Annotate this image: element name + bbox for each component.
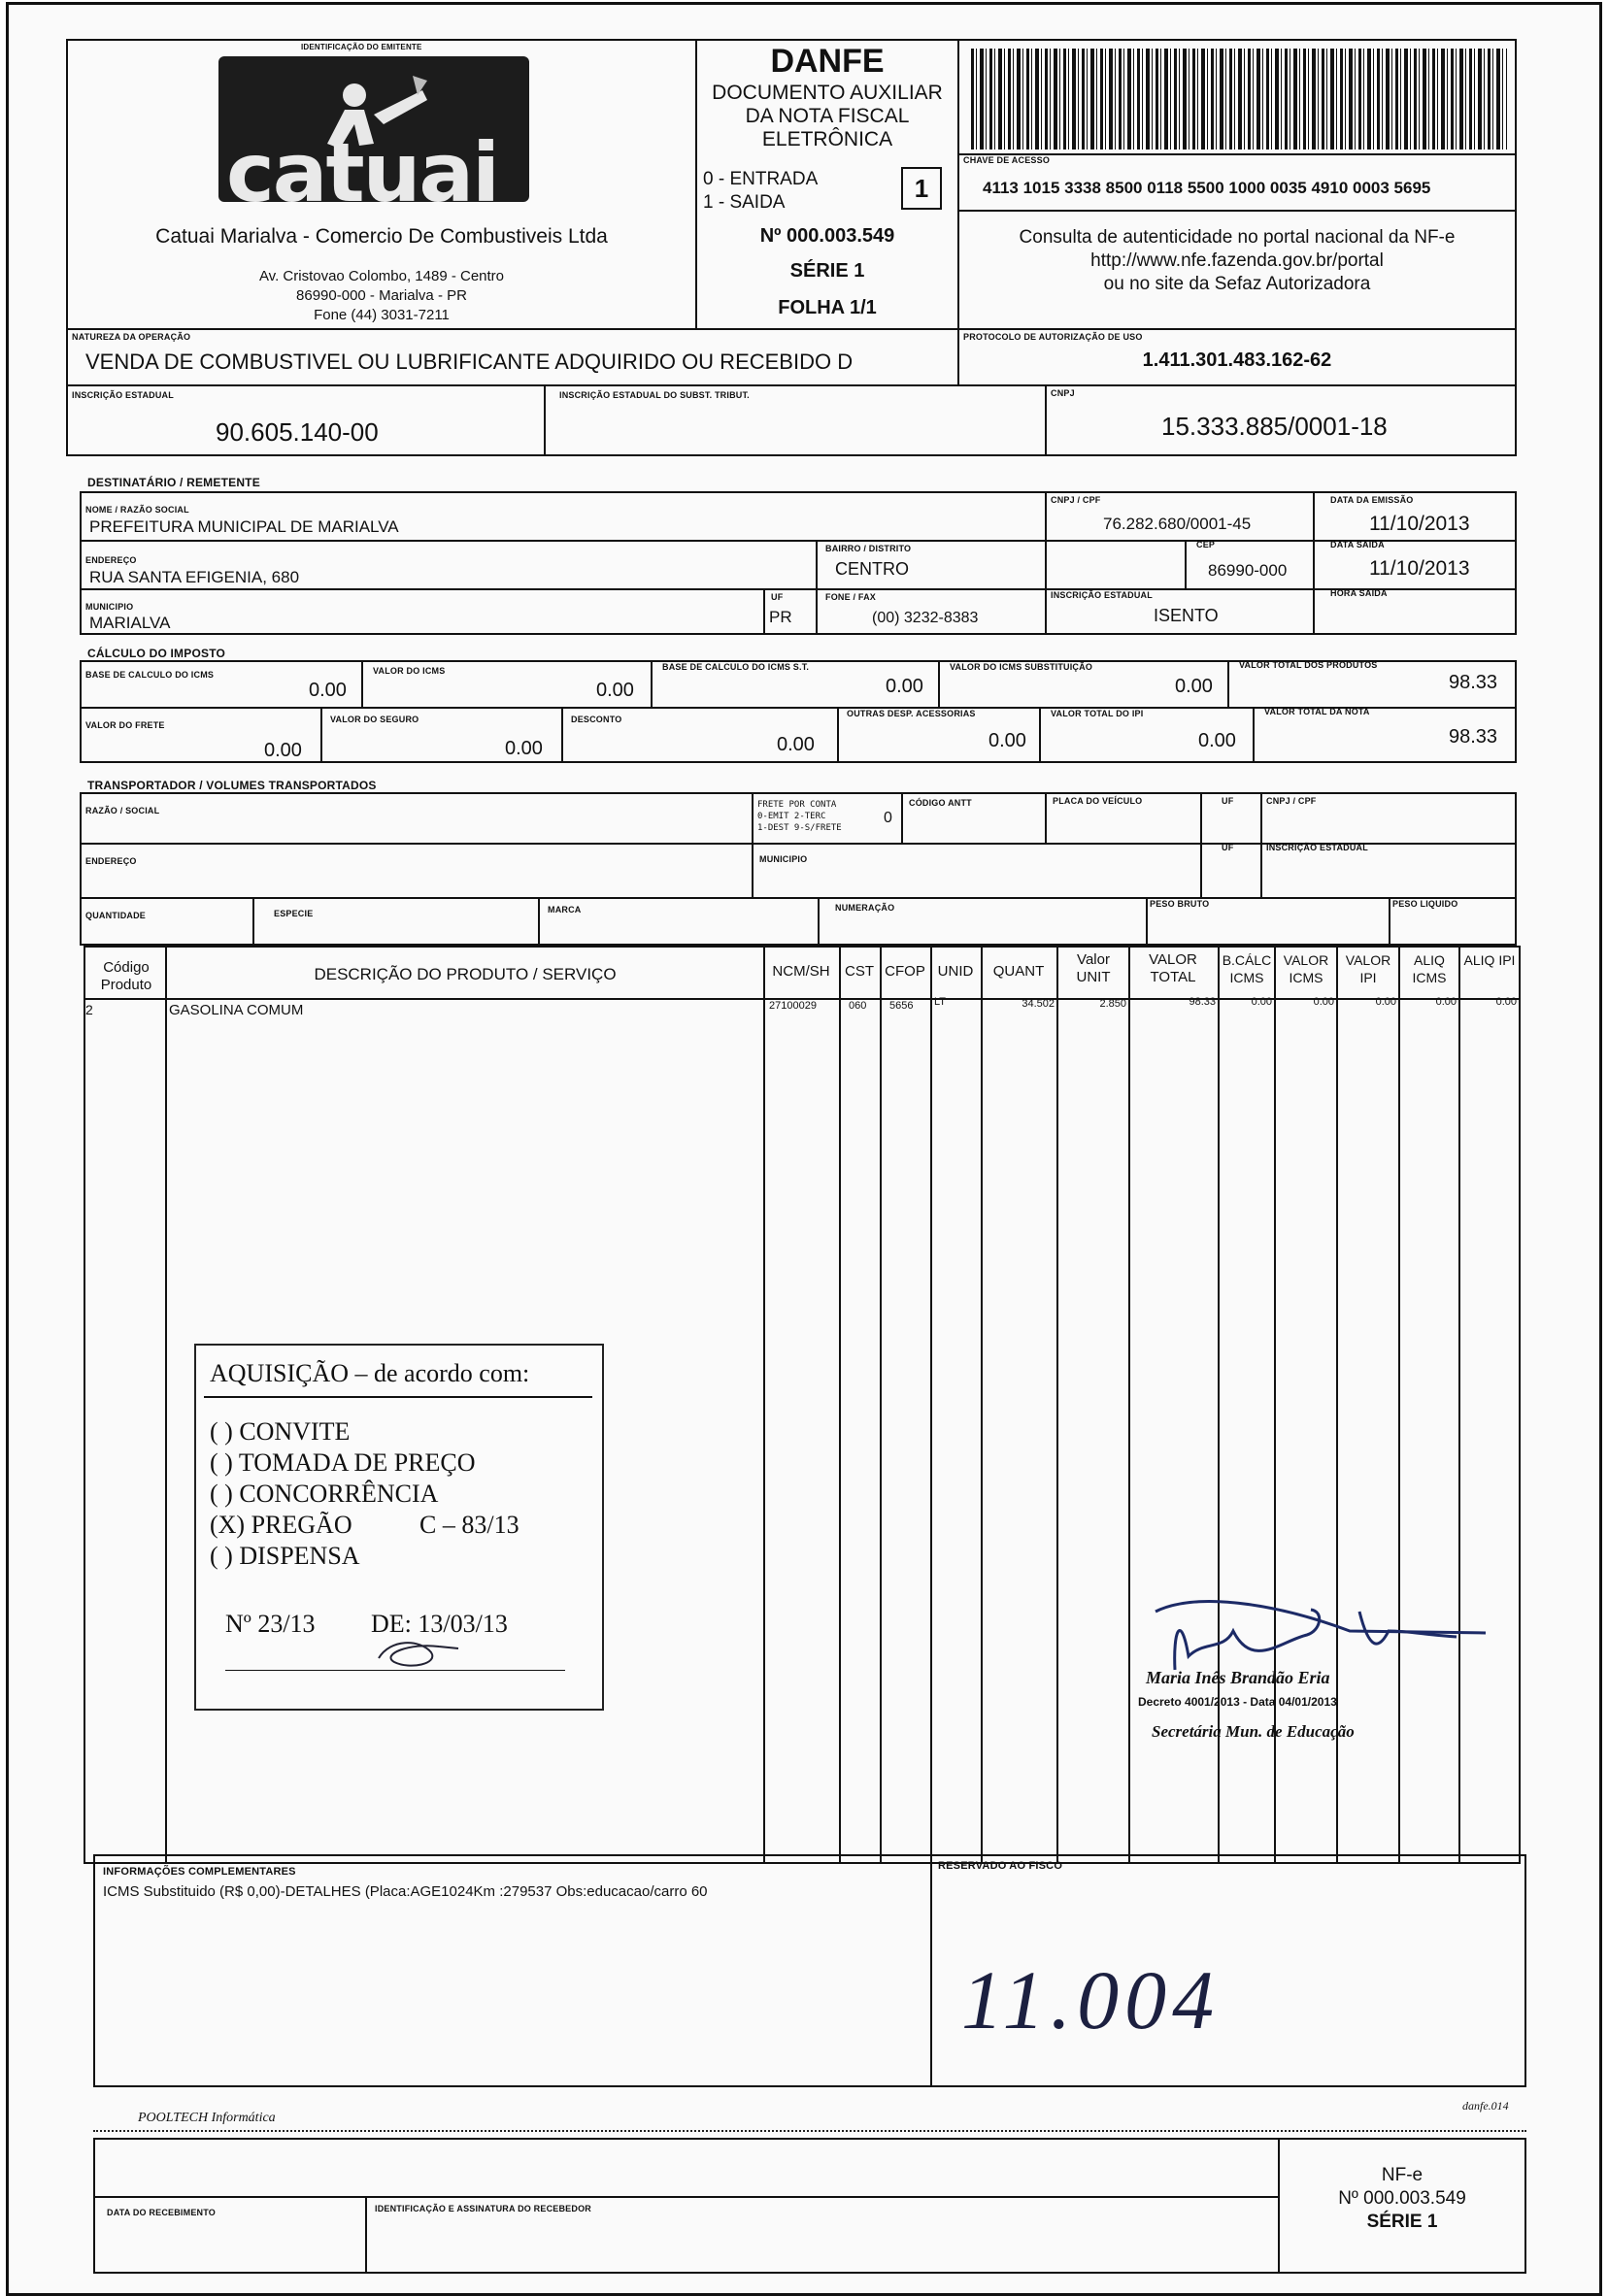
handwritten-signature (1117, 1573, 1505, 1680)
nfe-numero: Nº 000.003.549 (1338, 2188, 1466, 2209)
bairro-label: BAIRRO / DISTRITO (825, 544, 912, 553)
frete-conta-value: 0 (884, 810, 892, 826)
danfe-tipo-box: 1 (901, 167, 942, 210)
col-bcalc: B.CÁLC ICMS (1222, 952, 1272, 985)
valor-icms-value: 0.00 (596, 680, 634, 701)
recibo-box (93, 2138, 1280, 2274)
imposto-section: CÁLCULO DO IMPOSTO (87, 647, 226, 660)
row-vunit: 2.850 (1099, 998, 1126, 1010)
emitente-name: Catuai Marialva - Comercio De Combustiveis Ltda (155, 225, 608, 248)
danfe-numero: Nº 000.003.549 (759, 225, 895, 247)
sig-name: Maria Inês Brandão Eria (1146, 1668, 1330, 1687)
base-icms-label: BASE DE CALCULO DO ICMS (85, 670, 215, 680)
col-cst: CST (845, 963, 874, 980)
ie-label: INSCRIÇÃO ESTADUAL (72, 390, 174, 400)
transporte-section: TRANSPORTADOR / VOLUMES TRANSPORTADOS (87, 779, 377, 792)
emissao-label: DATA DA EMISSÃO (1330, 495, 1414, 505)
quantidade-label: QUANTIDADE (85, 911, 146, 920)
stamp-convite: ( ) CONVITE (210, 1417, 351, 1446)
danfe-saida: 1 - SAIDA (703, 192, 786, 213)
nfe-serie: SÉRIE 1 (1366, 2212, 1438, 2232)
stamp-data: DE: 13/03/13 (371, 1610, 508, 1638)
row-cst: 060 (849, 1000, 867, 1012)
protocolo-label: PROTOCOLO DE AUTORIZAÇÃO DE USO (963, 332, 1143, 342)
numeracao-label: NUMERAÇÃO (835, 903, 895, 913)
placa-label: PLACA DO VEÍCULO (1053, 796, 1143, 806)
cep-label: CEP (1196, 540, 1216, 549)
catuai-logo (218, 56, 529, 220)
cep-value: 86990-000 (1208, 561, 1288, 580)
ie-value: 90.605.140-00 (216, 417, 379, 447)
desconto-value: 0.00 (777, 734, 815, 755)
row-quant: 34.502 (1022, 998, 1055, 1010)
protocolo-value: 1.411.301.483.162-62 (1142, 349, 1332, 371)
peso-liquido-label: PESO LIQUIDO (1392, 899, 1458, 909)
valor-st-value: 0.00 (1175, 676, 1213, 697)
danfe-entrada: 0 - ENTRADA (703, 169, 819, 189)
row-unid: LT (934, 996, 947, 1008)
danfe-subtitle-2: DA NOTA FISCAL (745, 105, 910, 127)
row-cfop: 5656 (889, 1000, 914, 1012)
col-cfop: CFOP (885, 963, 925, 980)
col-quant: QUANT (992, 963, 1045, 980)
emissao-value: 11/10/2013 (1369, 513, 1470, 535)
row-aicms: 0.00 (1435, 996, 1457, 1008)
fisco-label: RESERVADO AO FISCO (938, 1860, 1063, 1872)
sig-decreto: Decreto 4001/2013 - Data 04/01/2013 (1138, 1695, 1337, 1709)
dest-ie-label: INSCRIÇÃO ESTADUAL (1051, 590, 1153, 600)
transp-endereco-label: ENDEREÇO (85, 856, 137, 866)
total-nota-label: VALOR TOTAL DA NOTA (1264, 707, 1370, 716)
stamp-tomada: ( ) TOMADA DE PREÇO (210, 1448, 476, 1477)
danfe-folha: FOLHA 1/1 (778, 297, 877, 318)
ipi-label: VALOR TOTAL DO IPI (1051, 709, 1144, 718)
municipio-label: MUNICIPIO (85, 602, 134, 612)
aquisicao-stamp (194, 1344, 604, 1711)
data-receb-label: DATA DO RECEBIMENTO (107, 2208, 216, 2217)
transp-ie-label: INSCRIÇÃO ESTADUAL (1266, 843, 1368, 852)
total-prod-label: VALOR TOTAL DOS PRODUTOS (1239, 660, 1378, 670)
total-nota-value: 98.33 (1449, 726, 1498, 748)
dest-cnpj-value: 76.282.680/0001-45 (1103, 515, 1252, 533)
frete-value: 0.00 (264, 740, 302, 761)
especie-label: ESPECIE (274, 909, 314, 918)
software-name: POOLTECH Informática (138, 2111, 276, 2125)
saida-value: 11/10/2013 (1369, 557, 1470, 580)
frete-conta-2: 0-EMIT 2-TERC (757, 812, 826, 821)
fone-label: FONE / FAX (825, 592, 877, 602)
consulta-1: Consulta de autenticidade no portal nacional da NF-e (1019, 227, 1456, 248)
peso-bruto-label: PESO BRUTO (1150, 899, 1210, 909)
endereco-value: RUA SANTA EFIGENIA, 680 (89, 568, 300, 586)
ident-label: IDENTIFICAÇÃO E ASSINATURA DO RECEBEDOR (375, 2204, 591, 2213)
dest-cnpj-label: CNPJ / CPF (1051, 495, 1101, 505)
chave-label: CHAVE DE ACESSO (963, 155, 1051, 165)
row-vipi: 0.00 (1375, 996, 1396, 1008)
info-label: INFORMAÇÕES COMPLEMENTARES (103, 1866, 296, 1878)
col-descricao: DESCRIÇÃO DO PRODUTO / SERVIÇO (314, 965, 617, 983)
cnpj-value: 15.333.885/0001-18 (1161, 412, 1388, 441)
form-code: danfe.014 (1462, 2099, 1509, 2113)
row-vtotal: 98.33 (1189, 996, 1216, 1008)
cnpj-label: CNPJ (1051, 388, 1075, 398)
handwritten-number: 11.004 (961, 1953, 1221, 2046)
fone-value: (00) 3232-8383 (872, 610, 979, 626)
valor-icms-label: VALOR DO ICMS (373, 666, 446, 676)
row-descricao: GASOLINA COMUM (169, 1002, 304, 1018)
frete-conta-3: 1-DEST 9-S/FRETE (757, 823, 842, 833)
emitente-city: 86990-000 - Marialva - PR (296, 287, 467, 304)
razao-label: RAZÃO / SOCIAL (85, 806, 160, 815)
col-aicms: ALIQ ICMS (1412, 952, 1447, 985)
consulta-3: ou no site da Sefaz Autorizadora (1103, 274, 1371, 294)
danfe-title: DANFE (770, 43, 885, 80)
outras-label: OUTRAS DESP. ACESSORIAS (847, 709, 976, 718)
col-aipi: ALIQ IPI (1463, 952, 1516, 968)
col-codigo: Código Produto (100, 959, 152, 993)
transp-cnpj-label: CNPJ / CPF (1266, 796, 1317, 806)
nome-label: NOME / RAZÃO SOCIAL (85, 505, 189, 515)
uf-label: UF (771, 592, 784, 602)
nome-value: PREFEITURA MUNICIPAL DE MARIALVA (89, 517, 399, 536)
transp-municipio-label: MUNICIPIO (759, 854, 808, 864)
row-codigo: 2 (85, 1002, 93, 1017)
chave-value: 4113 1015 3338 8500 0118 5500 1000 0035 4910 0003 5695 (983, 179, 1431, 197)
col-vtotal: VALOR TOTAL (1149, 951, 1197, 985)
initials-signature (371, 1633, 468, 1672)
municipio-value: MARIALVA (89, 614, 171, 632)
natureza-value: VENDA DE COMBUSTIVEL OU LUBRIFICANTE ADQUIRIDO OU RECEBIDO D (85, 349, 854, 374)
desconto-label: DESCONTO (571, 715, 622, 724)
frete-label: VALOR DO FRETE (85, 720, 165, 730)
saida-label: DATA SAIDA (1330, 540, 1385, 549)
emitente-phone: Fone (44) 3031-7211 (314, 307, 450, 323)
emitente-address: Av. Cristovao Colombo, 1489 - Centro (258, 268, 505, 284)
destinatario-box (80, 491, 1517, 635)
stamp-dispensa: ( ) DISPENSA (210, 1542, 360, 1570)
seguro-value: 0.00 (505, 738, 543, 759)
col-vunit: Valor UNIT (1076, 951, 1111, 985)
frete-conta-1: FRETE POR CONTA (757, 800, 837, 810)
col-unid: UNID (937, 963, 974, 980)
sig-role: Secretária Mun. de Educação (1152, 1722, 1355, 1741)
base-st-label: BASE DE CALCULO DO ICMS S.T. (662, 662, 810, 672)
nfe-label: NF-e (1381, 2165, 1424, 2185)
uf-value: PR (769, 608, 792, 626)
base-icms-value: 0.00 (309, 680, 347, 701)
consulta-2: http://www.nfe.fazenda.gov.br/portal (1090, 250, 1384, 271)
col-ncm: NCM/SH (772, 963, 830, 980)
col-vicms: VALOR ICMS (1283, 952, 1329, 985)
danfe-subtitle-1: DOCUMENTO AUXILIAR (712, 82, 943, 104)
danfe-serie: SÉRIE 1 (789, 260, 865, 282)
info-value: ICMS Substituido (R$ 0,00)-DETALHES (Placa:AGE1024Km :279537 Obs:educacao/carro 60 (103, 1883, 708, 1900)
ipi-value: 0.00 (1198, 730, 1236, 751)
col-vipi: VALOR IPI (1345, 952, 1391, 985)
logo-text: catuai (226, 125, 498, 220)
bairro-value: CENTRO (835, 559, 909, 579)
seguro-label: VALOR DO SEGURO (330, 715, 419, 724)
transp-uf-label: UF (1222, 796, 1234, 806)
hora-label: HORA SAIDA (1330, 588, 1388, 598)
transp-uf2-label: UF (1222, 843, 1234, 852)
danfe-subtitle-3: ELETRÔNICA (761, 128, 893, 150)
dest-ie-value: ISENTO (1154, 606, 1219, 625)
marca-label: MARCA (548, 905, 582, 915)
total-prod-value: 98.33 (1449, 672, 1498, 693)
stamp-concorrencia: ( ) CONCORRÊNCIA (210, 1480, 439, 1508)
ie-subst-label: INSCRIÇÃO ESTADUAL DO SUBST. TRIBUT. (559, 390, 750, 400)
stamp-pregao-ref: C – 83/13 (419, 1511, 519, 1539)
emitente-label: IDENTIFICAÇÃO DO EMITENTE (301, 43, 422, 51)
outras-value: 0.00 (988, 730, 1026, 751)
natureza-label: NATUREZA DA OPERAÇÃO (72, 332, 191, 342)
valor-st-label: VALOR DO ICMS SUBSTITUIÇÃO (950, 662, 1093, 672)
stamp-numero: Nº 23/13 (225, 1610, 316, 1638)
antt-label: CÓDIGO ANTT (909, 798, 972, 808)
stamp-title: AQUISIÇÃO – de acordo com: (210, 1359, 530, 1387)
stamp-pregao: (X) PREGÃO (210, 1511, 352, 1539)
row-ncm: 27100029 (769, 1000, 817, 1012)
row-bcalc: 0.00 (1251, 996, 1272, 1008)
row-aipi: 0.00 (1495, 996, 1517, 1008)
base-st-value: 0.00 (886, 676, 923, 697)
barcode (971, 49, 1507, 150)
destinatario-section: DESTINATÁRIO / REMETENTE (87, 476, 260, 489)
row-vicms: 0.00 (1313, 996, 1334, 1008)
endereco-label: ENDEREÇO (85, 555, 137, 565)
